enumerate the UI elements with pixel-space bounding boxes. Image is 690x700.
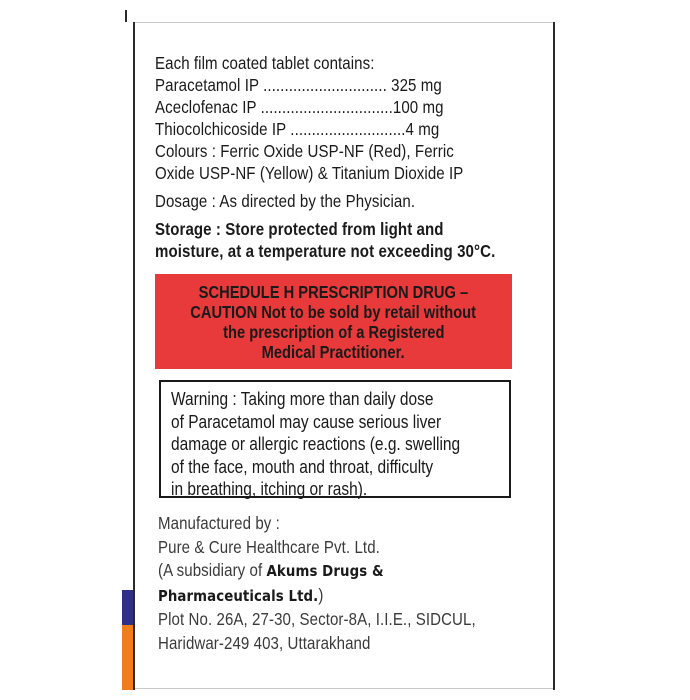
manufacturer-address: Haridwar-249 403, Uttarakhand — [158, 632, 371, 653]
subsidiary-line — [158, 584, 468, 609]
manufacturer-address: Plot No. 26A, 27-30, Sector-8A, I.I.E., SIDCUL, — [158, 609, 476, 629]
ingredient-row — [155, 96, 475, 118]
ingredient-amount: 100 mg — [392, 97, 444, 117]
manufacturer-company: Pure & Cure Healthcare Pvt. Ltd. — [158, 536, 380, 557]
schedule-h-caution-box — [155, 274, 512, 369]
storage-text: Storage : Store protected from light and — [155, 219, 444, 239]
warning-line: in breathing, itching or rash). — [171, 479, 368, 499]
warning-line: damage or allergic reactions (e.g. swelling — [171, 434, 461, 454]
top-cut-mark — [125, 10, 127, 22]
parent-company-name: Pharmaceuticals Ltd. — [158, 586, 319, 605]
blue-accent-strip — [122, 590, 133, 625]
ingredient-leader: ........................... — [290, 119, 406, 139]
parent-company-name: Akums Drugs & — [266, 562, 384, 580]
caution-line: the prescription of a Registered — [222, 321, 445, 342]
warning-line: Warning : Taking more than daily dose — [171, 389, 434, 409]
orange-accent-strip — [122, 625, 133, 690]
colours-line: Colours : Ferric Oxide USP-NF (Red), Ferric — [155, 141, 454, 161]
ingredient-row — [155, 118, 475, 140]
paracetamol-warning-box — [159, 380, 511, 498]
warning-line: of Paracetamol may cause serious liver — [171, 411, 442, 432]
caution-line: CAUTION Not to be sold by retail without — [190, 301, 477, 322]
dosage-text: Dosage : As directed by the Physician. — [155, 191, 416, 211]
bottom-fold-line — [135, 688, 553, 689]
colours-line: Oxide USP-NF (Yellow) & Titanium Dioxide IP — [155, 163, 464, 183]
manufactured-by-label: Manufactured by : — [158, 513, 280, 533]
ingredient-leader: ............................. — [263, 75, 387, 95]
ingredient-name: Thiocolchicoside IP — [155, 119, 287, 139]
subsidiary-prefix: (A subsidiary of — [158, 560, 267, 580]
ingredient-amount: 4 mg — [405, 119, 440, 139]
ingredient-name: Paracetamol IP — [155, 75, 259, 95]
caution-line: Medical Practitioner. — [262, 341, 405, 362]
ingredient-name: Aceclofenac IP — [155, 97, 257, 117]
subsidiary-line — [158, 559, 468, 584]
composition-section — [155, 52, 527, 262]
manufacturer-section — [158, 512, 518, 655]
ingredient-row — [155, 74, 475, 96]
top-fold-line — [135, 22, 553, 23]
storage-text: moisture, at a temperature not exceeding 30°C. — [155, 241, 496, 261]
right-panel-border — [553, 22, 555, 690]
warning-line: of the face, mouth and throat, difficulty — [171, 456, 434, 477]
caution-line: SCHEDULE H PRESCRIPTION DRUG – — [198, 281, 469, 302]
ingredient-amount: 325 mg — [391, 75, 442, 95]
ingredient-leader: ............................... — [260, 97, 393, 117]
subsidiary-suffix: ) — [318, 584, 324, 605]
composition-heading: Each film coated tablet contains: — [155, 53, 375, 73]
left-panel-border — [133, 22, 135, 690]
